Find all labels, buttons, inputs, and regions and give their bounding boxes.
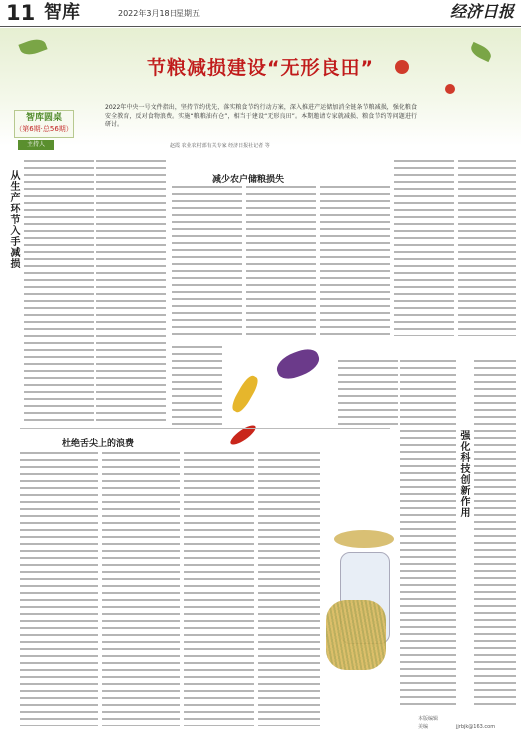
article-headline: 强化科技创新作用 [458, 430, 469, 518]
issue-date: 2022年3月18日 [118, 9, 178, 18]
article-headline: 减少农户储粮损失 [212, 175, 285, 185]
article-headline: 从生产环节入手减损 [8, 170, 19, 269]
hat-icon [334, 530, 394, 548]
newspaper-name: 经济日报 [449, 2, 514, 21]
editor-label: 本版编辑 [418, 716, 439, 722]
article-body [338, 360, 398, 430]
article-body [184, 452, 254, 726]
article-body [474, 360, 516, 710]
article-body [96, 160, 166, 422]
column-name: 智库圆桌 [25, 113, 62, 123]
article-body [394, 160, 454, 336]
article-body [320, 186, 390, 336]
grain-bundle-icon [326, 600, 386, 670]
column-stamp [14, 110, 74, 138]
article-body [458, 160, 516, 336]
article-body [258, 452, 320, 726]
feature-title: 节粮减损建设“无形良田” [147, 57, 374, 79]
article-body [172, 186, 242, 336]
article-body [102, 452, 180, 726]
article-body [24, 160, 94, 422]
article-body [400, 360, 456, 710]
article-body [172, 346, 222, 428]
column-issue: （第6期·总56期） [15, 125, 73, 133]
feature-guests: 赵霞 农业农村部有关专家 经济日报社记者 等 [170, 143, 270, 149]
pepper-icon [228, 422, 258, 447]
article-body [246, 186, 316, 336]
divider [20, 428, 390, 429]
farmer-illustration [326, 530, 400, 710]
feature-lead: 2022年中央一号文件指出，坚持节约优先，落实粮食节约行动方案，深入推进产运储加消全链条节粮减损，强化粮食安全教育，反对食物浪费。实施“粮粮油有仓”，相当于建设“无形良田”。本期邀请专家就减损、粮食节约等问题进行研讨。 [105, 104, 417, 129]
host-label: 主持人 [18, 140, 54, 150]
eggplant-icon [273, 345, 323, 383]
page-number: 11 [6, 1, 36, 25]
section-name: 智库 [44, 2, 80, 23]
proof-label: 美编 [418, 724, 429, 730]
tomato-icon [445, 84, 455, 94]
article-body [20, 452, 98, 726]
article-headline: 杜绝舌尖上的浪费 [62, 439, 135, 449]
corn-icon [229, 373, 261, 415]
issue-weekday: 星期五 [176, 9, 200, 18]
contact-email: jjrbjk@163.com [456, 724, 496, 730]
